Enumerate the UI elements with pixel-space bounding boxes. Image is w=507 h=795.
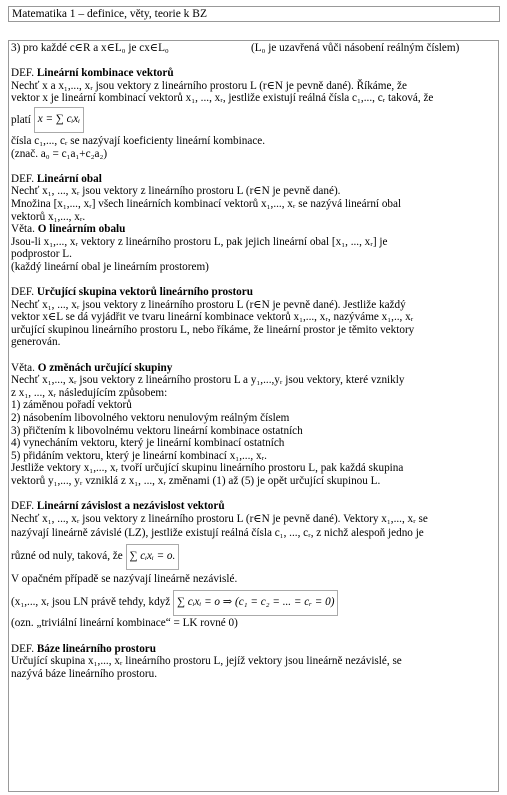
- section-linear-combination: DEF. Lineární kombinace vektorů Nechť x a x₁,..., xᵣ jsou vektory z lineárního prostoru L (r∈N je pevně dané). Říkáme, že vektor x je lineární kombinací vektorů x₁, ..., xᵣ, jestliže existují reálná čísla c₁,..., cᵣ taková, že platí x = ∑ cᵢxᵢ čísla c₁,..., cᵣ se nazývají koeficienty lineární kombinace. (znač. a₀ = c₁a₁+c₂a₂): [11, 67, 495, 160]
- top-line: 3) pro každé c∈R a x∈L₀ je cx∈L₀ (L₀ je uzavřená vůči násobení reálným číslem): [11, 42, 460, 54]
- section-title: DEF. Báze lineárního prostoru: [11, 642, 156, 655]
- section-generating-set: DEF. Určující skupina vektorů lineárního prostoru Nechť x₁, ..., xᵣ jsou vektory z lineárního prostoru L (r∈N je pevně dané). Jestliže každý vektor x∈L se dá vyjádřit ve tvaru lineární kombinace vektorů x₁,..., xᵣ, nazýváme x₁,.., xᵣ určující skupinou lineárního prostoru L, nebo říkáme, že lineární prostor je těmito vektory generován.: [11, 286, 495, 349]
- formula-linear-combination: x = ∑ cᵢxᵢ: [34, 107, 84, 133]
- page-header: [8, 6, 500, 22]
- theorem-title: Věta. O lineárním obalu: [11, 223, 126, 236]
- document-body: [11, 42, 495, 680]
- section-linear-dependence: DEF. Lineární závislost a nezávislost vektorů Nechť x₁, ..., xᵣ jsou vektory z lineárního prostoru L (r∈N je pevně dané). Vektory x₁,..., xᵣ se nazývají lineárně závislé (LZ), jestliže existují reálná čísla c₁, ..., cᵣ, z nichž alespoň jedno je různé od nuly, taková, že ∑ cᵢxᵢ = o. V opačném případě se nazývají lineárně nezávislé. (x₁,..., xᵣ jsou LN právě tehdy, když ∑ cᵢxᵢ = o ⇒ (c₁ = c₂ = ... = cᵣ = 0) (ozn. „triviální lineární kombinace“ = LK rovné 0): [11, 500, 495, 630]
- section-title: DEF. Lineární závislost a nezávislost vektorů: [11, 500, 225, 513]
- section-basis: DEF. Báze lineárního prostoru Určující skupina x₁,..., xᵣ lineárního prostoru L, jejíž vektory jsou lineárně nezávislé, se nazývá báze lineárního prostoru.: [11, 643, 495, 681]
- formula-dependence: ∑ cᵢxᵢ = o.: [126, 544, 180, 570]
- header-title: Matematika 1 – definice, věty, teorie k BZ: [12, 8, 208, 20]
- section-title: DEF. Lineární kombinace vektorů: [11, 67, 174, 80]
- formula-independence: ∑ cᵢxᵢ = o ⇒ (c₁ = c₂ = ... = cᵣ = 0): [173, 590, 338, 616]
- section-generating-set-changes: Věta. O změnách určující skupiny Nechť x₁,..., xᵣ jsou vektory z lineárního prostoru L a y₁,...,yᵣ jsou vektory, které vznikly z x₁, ..., xᵣ následujícím způsobem: 1) záměnou pořadí vektorů 2) násobením libovolného vektoru nenulovým reálným číslem 3) přičtením k libovolnému vektoru lineární kombinace ostatních 4) vynecháním vektoru, který je lineární kombinací ostatních 5) přidáním vektoru, který je lineární kombinací x₁,..., xᵣ. Jestliže vektory x₁,..., xᵣ tvoří určující skupinu lineárního prostoru L, pak každá skupina vektorů y₁,..., yᵣ vzniklá z x₁, ..., xᵣ změnami (1) až (5) je opět určující skupinou L.: [11, 362, 495, 488]
- section-title: DEF. Určující skupina vektorů lineárního prostoru: [11, 286, 253, 299]
- section-title: DEF. Lineární obal: [11, 172, 102, 185]
- section-linear-span: DEF. Lineární obal Nechť x₁, ..., xᵣ jsou vektory z lineárního prostoru L (r∈N je pevně dané). Množina [x₁,..., xᵣ] všech lineárních kombinací vektorů x₁,..., xᵣ se nazývá lineární obal vektorů x₁,..., xᵣ. Věta. O lineárním obalu Jsou-li x₁,..., xᵣ vektory z lineárního prostoru L, pak jejich lineární obal [x₁, ..., xᵣ] je podprostor L. (každý lineární obal je lineárním prostorem): [11, 173, 495, 274]
- section-title: Věta. O změnách určující skupiny: [11, 361, 173, 374]
